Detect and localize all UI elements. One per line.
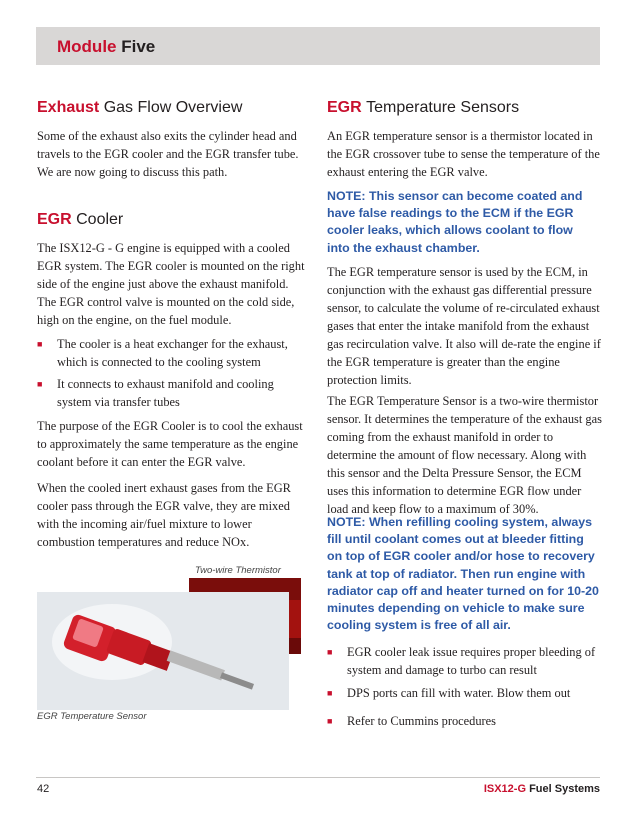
cooled-gases-paragraph: When the cooled inert exhaust gases from the EGR cooler pass through the EGR valve, they are mixed with the incoming air/fuel mixture to lower combustion temperatures and reduce NOx. <box>37 481 291 549</box>
bullet-marker-icon: ■ <box>327 688 333 698</box>
heading-accent: EGR <box>37 211 72 228</box>
list-item-text: DPS ports can fill with water. Blow them out <box>347 686 571 700</box>
heading-text: Gas Flow Overview <box>103 99 243 116</box>
module-header-band <box>36 27 600 65</box>
bullet-marker-icon: ■ <box>327 647 333 657</box>
list-item <box>327 684 611 702</box>
bullet-marker-icon: ■ <box>37 339 43 349</box>
egr-cooler-heading <box>37 211 123 229</box>
page-number: 42 <box>37 783 50 795</box>
footer-title-accent: ISX12-G <box>483 783 527 795</box>
module-word: Module <box>57 37 117 56</box>
bullet-marker-icon: ■ <box>327 716 333 726</box>
exhaust-flow-paragraph: Some of the exhaust also exits the cylinder head and travels to the EGR cooler and the EGR transfer tube. We are now going to discuss this path. <box>37 129 299 179</box>
heading-accent: EGR <box>327 99 362 116</box>
sensor-image-icon <box>37 592 289 710</box>
heading-text: Temperature Sensors <box>366 99 520 116</box>
bullet-marker-icon: ■ <box>37 379 43 389</box>
egr-cooler-intro: The ISX12-G - G engine is equipped with a cooled EGR system. The EGR cooler is mounted on the right side of the engine just above the exhaust manifold. The EGR control valve is mounted on the cold side, high on the engine, on the fuel module. <box>37 241 305 327</box>
footer-title <box>484 783 600 795</box>
sensor-location-paragraph: An EGR temperature sensor is a thermistor located in the EGR crossover tube to sense the temperature of the exhaust entering the EGR valve. <box>327 129 600 179</box>
thermistor-caption: Two-wire Thermistor <box>195 565 281 576</box>
module-title <box>57 37 155 57</box>
heading-accent: Exhaust <box>37 99 100 116</box>
module-number: Five <box>121 37 156 56</box>
egr-temperature-sensor-photo <box>37 592 289 710</box>
list-item-text: The cooler is a heat exchanger for the exhaust, which is connected to the cooling system <box>57 337 288 369</box>
list-item <box>327 712 611 730</box>
list-item-text: Refer to Cummins procedures <box>347 714 496 728</box>
heading-text: Cooler <box>76 211 124 228</box>
exhaust-gas-flow-heading <box>37 99 242 117</box>
egr-temperature-sensors-heading <box>327 99 519 117</box>
list-item <box>37 335 309 371</box>
egr-cooler-purpose: The purpose of the EGR Cooler is to cool the exhaust to approximately the same temperature as the engine coolant before it can enter the EGR valve. <box>37 419 303 469</box>
footer-title-text: Fuel Systems <box>529 783 600 795</box>
footer-divider <box>36 777 600 778</box>
list-item-text: It connects to exhaust manifold and cooling system via transfer tubes <box>57 377 274 409</box>
coated-sensor-note: NOTE: This sensor can become coated and have false readings to the ECM if the EGR cooler leaks, which allows coolant to flow into the exhaust chamber. <box>327 189 583 255</box>
list-item-text: EGR cooler leak issue requires proper bleeding of system and damage to turbo can result <box>347 645 596 677</box>
list-item <box>327 643 611 679</box>
sensor-usage-paragraph: The EGR temperature sensor is used by the ECM, in conjunction with the exhaust gas differential pressure sensor, to calculate the volume of re-circulated exhaust gases that enter the intake manifold from the exhaust gas recirculation valve. It also will de-rate the engine if the EGR temperature is greater than the engine protection limits. <box>327 265 601 387</box>
list-item <box>37 375 309 411</box>
two-wire-sensor-paragraph: The EGR Temperature Sensor is a two-wire thermistor sensor. It determines the temperature of the exhaust gas coming from the exhaust manifold in order to determine the amount of flow necessary. Along with this sensor and the Delta Pressure Sensor, the ECM uses this information to determine EGR flow under load and keep flow to a maximum of 30%. <box>327 394 602 516</box>
egr-sensor-caption: EGR Temperature Sensor <box>37 711 147 722</box>
refilling-cooling-note: NOTE: When refilling cooling system, always fill until coolant comes out at bleeder fitting on top of EGR cooler and/or hose to recovery tank at top of radiator. Then run engine with radiator cap off and heater turned on for 10-20 minutes depending on vehicle to make sure cooling system is free of all air. <box>327 515 599 633</box>
